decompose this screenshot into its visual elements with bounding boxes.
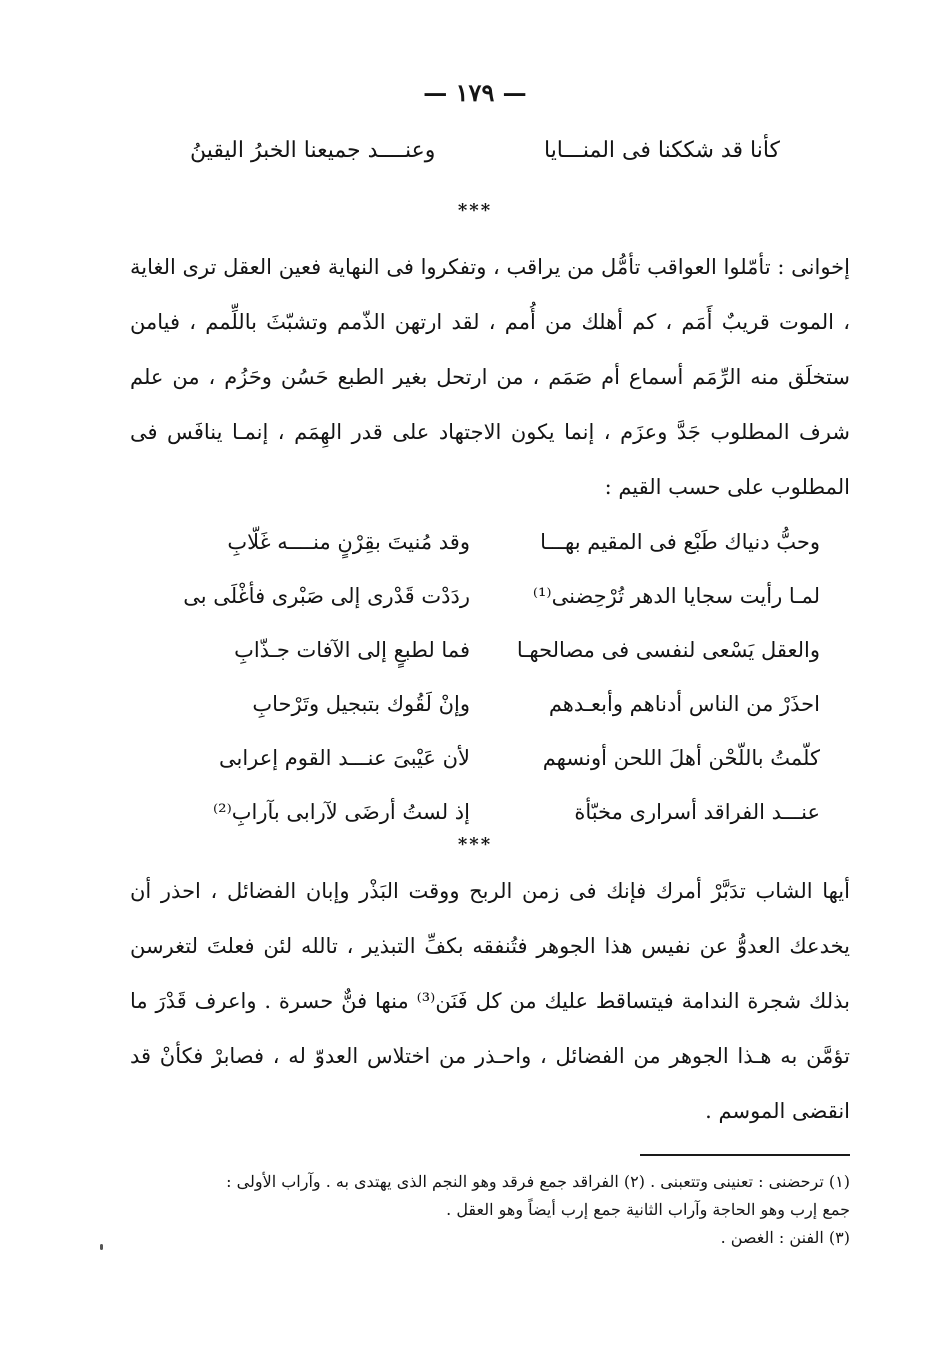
opening-verse	[190, 138, 780, 163]
poem-verse-4-second-hemistich: وإنْ لَقُوك بتبجيل وتَرْحابِ	[252, 692, 470, 716]
poem-verse-4-first-hemistich: احذَرْ من الناس أدناهم وأبعـدهم	[548, 692, 820, 716]
section-separator-2: ***	[457, 834, 493, 855]
poem-verse-3-second-hemistich: فما لطبعٍ إلى الآفات جـذّابِ	[234, 638, 470, 662]
poem-verse-4	[160, 677, 820, 731]
page-number: — ١٧٩ —	[423, 78, 527, 107]
poem-verse-5	[160, 731, 820, 785]
opening-verse-first-hemistich: كأنا قد شككنا فى المنـــايا	[543, 138, 780, 163]
poem-verse-2-first-hemistich: لمـا رأيت سجايا الدهر تُرْحِضنى⁽¹⁾	[532, 584, 820, 608]
poem-verse-2	[160, 569, 820, 623]
poem-verse-6	[160, 785, 820, 839]
poem-verse-3	[160, 623, 820, 677]
poem-verse-1-second-hemistich: وقد مُنيتَ بقِرْنٍ منــــه غَلّابِ	[227, 530, 470, 554]
poem-verse-3-first-hemistich: والعقل يَسْعى لنفسى فى مصالحهـا	[516, 638, 820, 662]
paragraph-2: أيها الشاب تدَبَّرْ أمرك فإنك فى زمن الربح ووقت البَذْر وإبان الفضائل ، احذر أن يخدعك العدوُّ عن نفيس هذا الجوهر فتُنفقه بكفِّ التبذير ، تالله لئن فعلتَ لتغرسن بذلك شجرة الندامة فيتساقط عليك من كل فَنَن⁽³⁾ منها فنٌّ حسرة . واعرف قَدْرَ ما تؤمَّن به هـذا الجوهر من الفضائل ، واحـذر من اختلاس العدوّ له ، فصابرْ فكأنْ قد انقضى الموسم .	[130, 879, 851, 1123]
poem-verse-2-second-hemistich: ردَدْت قَدْرى إلى صَبْرى فأغْلَى بى	[183, 584, 470, 608]
poem-verse-5-first-hemistich: كلّمتُ باللّحْن أهلَ اللحن أونسهم	[542, 746, 820, 770]
scan-speck	[100, 1244, 103, 1250]
poem-verse-5-second-hemistich: لأن عَيْبىَ عنـــد القوم إعرابى	[219, 746, 470, 770]
opening-verse-second-hemistich: وعنــــد جميعنا الخبرُ اليقينُ	[190, 138, 436, 163]
footnote-line-2: جمع إرب وهو الحاجة وآراب الثانية جمع إرب أيضاً وهو العقل .	[446, 1200, 850, 1219]
poem-verse-6-first-hemistich: عنـــد الفراقد أسرارى مخبّأة	[574, 800, 820, 824]
footnote-line-3: (٣) الفنن : الغصن .	[720, 1228, 850, 1247]
poem	[160, 515, 820, 839]
poem-verse-1	[160, 515, 820, 569]
poem-verse-1-first-hemistich: وحبُّ دنياك طَبْع فى المقيم بهـــا	[540, 530, 820, 554]
footnote-line-1: (١) ترحضنى : تعنينى وتتعبنى . (٢) الفراقد جمع فرقد وهو النجم الذى يهتدى به . وآراب الأولى :	[226, 1172, 850, 1191]
section-separator-1: ***	[457, 200, 493, 221]
footnote-divider	[640, 1154, 850, 1156]
paragraph-1: إخوانى : تأمّلوا العواقب تأمُّل من يراقب ، وتفكروا فى النهاية فعين العقل ترى الغاية ، الموت قريبٌ أَمَم ، كم أهلك من أُمم ، لقد ارتهن الذّمم وتشبّثَ باللِّمم ، فيامن ستخلَق منه الرِّمَم أسماع أم صَمَم ، من ارتحل بغير الطبع حَسُن وحَزُم ، من علم شرف المطلوب جَدَّ وعزَم ، إنما يكون الاجتهاد على قدر الهِمَم ، إنمـا ينافَس فى المطلوب على حسب القيم :	[130, 255, 850, 499]
footnotes	[120, 1168, 850, 1252]
poem-verse-6-second-hemistich: إذ لستُ أرضَى لآرابى بآرابِ⁽²⁾	[213, 800, 470, 824]
